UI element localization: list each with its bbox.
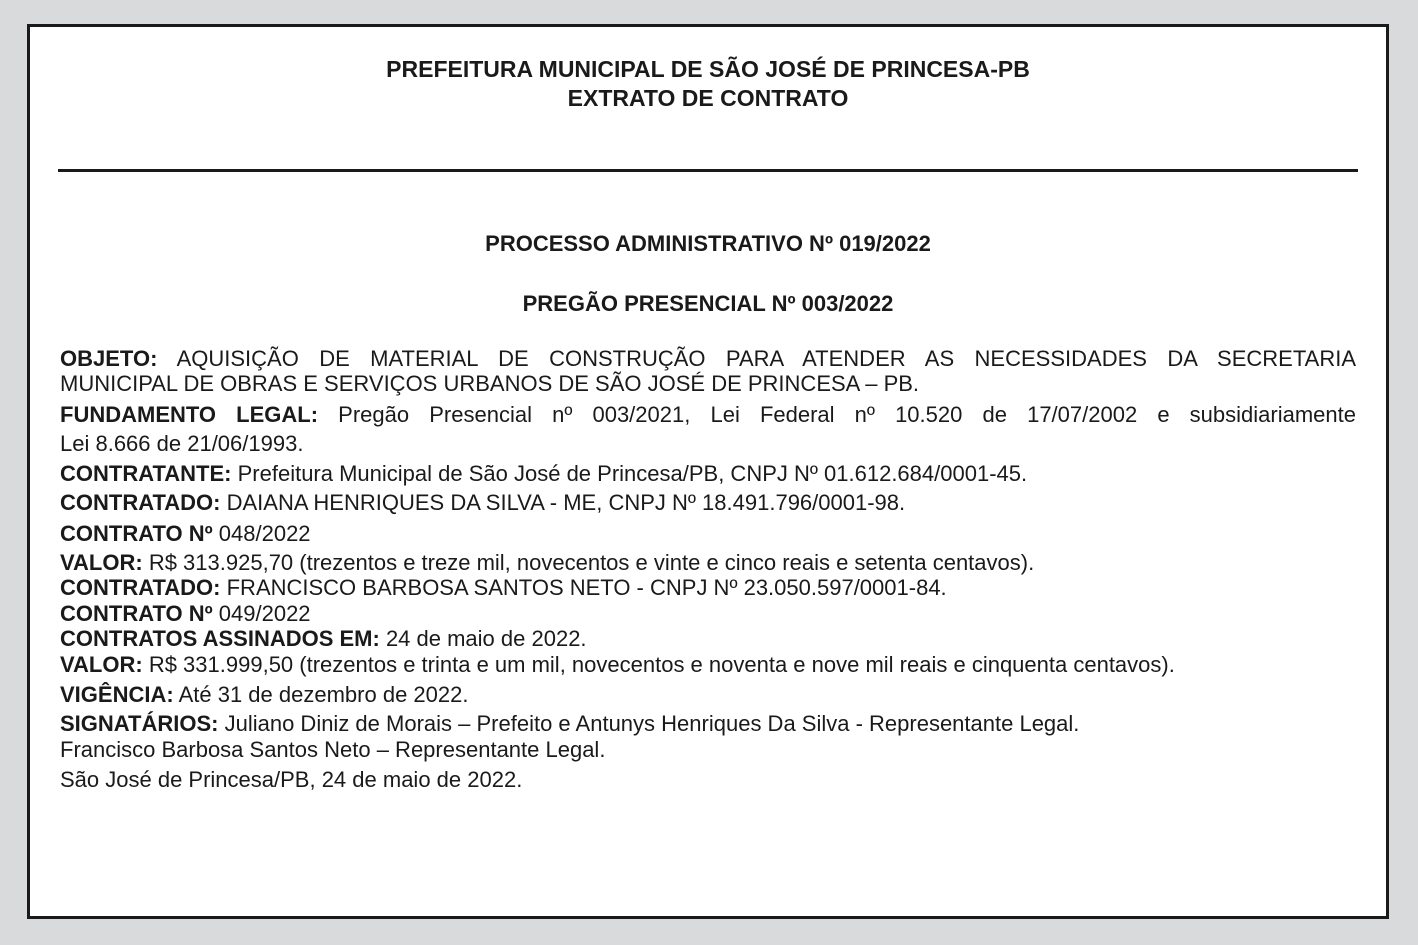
signed-date-label: CONTRATOS ASSINADOS EM:: [60, 626, 380, 651]
contract-1-label: CONTRATO Nº: [60, 521, 213, 546]
validity-line: [60, 682, 1356, 707]
signed-date-value: 24 de maio de 2022.: [379, 626, 587, 651]
contract-1-line: [60, 521, 1356, 546]
contract-2-number: 049/2022: [212, 601, 311, 626]
object-value-2: MUNICIPAL DE OBRAS E SERVIÇOS URBANOS DE SÃO JOSÉ DE PRINCESA – PB.: [60, 371, 920, 396]
value-1-line: [60, 550, 1356, 575]
value-1-label: VALOR:: [60, 550, 143, 575]
notice-header: [30, 55, 1386, 113]
contractor-2-line: [60, 575, 1356, 600]
validity-label: VIGÊNCIA:: [60, 682, 174, 707]
object-line-2: [60, 371, 1356, 396]
header-divider: [58, 169, 1358, 172]
value-2-label: VALOR:: [60, 652, 143, 677]
legal-basis-line-2: [60, 431, 1356, 456]
contract-2-line: [60, 601, 1356, 626]
value-1-amount: R$ 313.925,70 (trezentos e treze mil, novecentos e vinte e cinco reais e setenta centavos).: [142, 550, 1035, 575]
contractor-2-value: FRANCISCO BARBOSA SANTOS NETO - CNPJ Nº 23.050.597/0001-84.: [220, 575, 947, 600]
signatories-line-1: [60, 711, 1356, 736]
legal-basis-line-1: [60, 402, 1356, 427]
contractor-2-label: CONTRATADO:: [60, 575, 221, 600]
signatories-value-1: Juliano Diniz de Morais – Prefeito e Antunys Henriques Da Silva - Representante Legal.: [218, 711, 1080, 736]
contractor-1-label: CONTRATADO:: [60, 490, 221, 515]
contracting-party-line: [60, 461, 1356, 486]
contract-1-number: 048/2022: [212, 521, 311, 546]
signatories-label: SIGNATÁRIOS:: [60, 711, 219, 736]
municipality-title: PREFEITURA MUNICIPAL DE SÃO JOSÉ DE PRINCESA-PB: [386, 56, 1030, 82]
auction-heading: PREGÃO PRESENCIAL Nº 003/2022: [522, 291, 894, 316]
object-label: OBJETO:: [60, 346, 158, 371]
signatories-line-2: [60, 737, 1356, 762]
signatories-value-2: Francisco Barbosa Santos Neto – Representante Legal.: [60, 737, 606, 762]
contractor-1-line: [60, 490, 1356, 515]
contract-2-label: CONTRATO Nº: [60, 601, 213, 626]
contract-extract-notice: [27, 24, 1389, 919]
contractor-1-value: DAIANA HENRIQUES DA SILVA - ME, CNPJ Nº 18.491.796/0001-98.: [220, 490, 906, 515]
legal-basis-label: FUNDAMENTO LEGAL:: [60, 402, 319, 427]
signed-date-line: [60, 626, 1356, 651]
object-value-1: AQUISIÇÃO DE MATERIAL DE CONSTRUÇÃO PARA ATENDER AS NECESSIDADES DA SECRETARIA: [157, 346, 1356, 371]
place-and-date-line: [60, 767, 1356, 792]
legal-basis-value-1: Pregão Presencial nº 003/2021, Lei Federal nº 10.520 de 17/07/2002 e subsidiariamente: [318, 402, 1356, 427]
value-2-line: [60, 652, 1356, 677]
validity-value: Até 31 de dezembro de 2022.: [173, 682, 469, 707]
place-and-date: São José de Princesa/PB, 24 de maio de 2022.: [60, 767, 523, 792]
contracting-party-label: CONTRATANTE:: [60, 461, 232, 486]
object-line-1: [60, 346, 1356, 371]
administrative-process-heading: PROCESSO ADMINISTRATIVO Nº 019/2022: [485, 231, 931, 256]
value-2-amount: R$ 331.999,50 (trezentos e trinta e um mil, novecentos e noventa e nove mil reais e cinquenta centavos).: [142, 652, 1175, 677]
document-type-title: EXTRATO DE CONTRATO: [567, 85, 849, 111]
legal-basis-value-2: Lei 8.666 de 21/06/1993.: [60, 431, 304, 456]
contracting-party-value: Prefeitura Municipal de São José de Princesa/PB, CNPJ Nº 01.612.684/0001-45.: [231, 461, 1028, 486]
